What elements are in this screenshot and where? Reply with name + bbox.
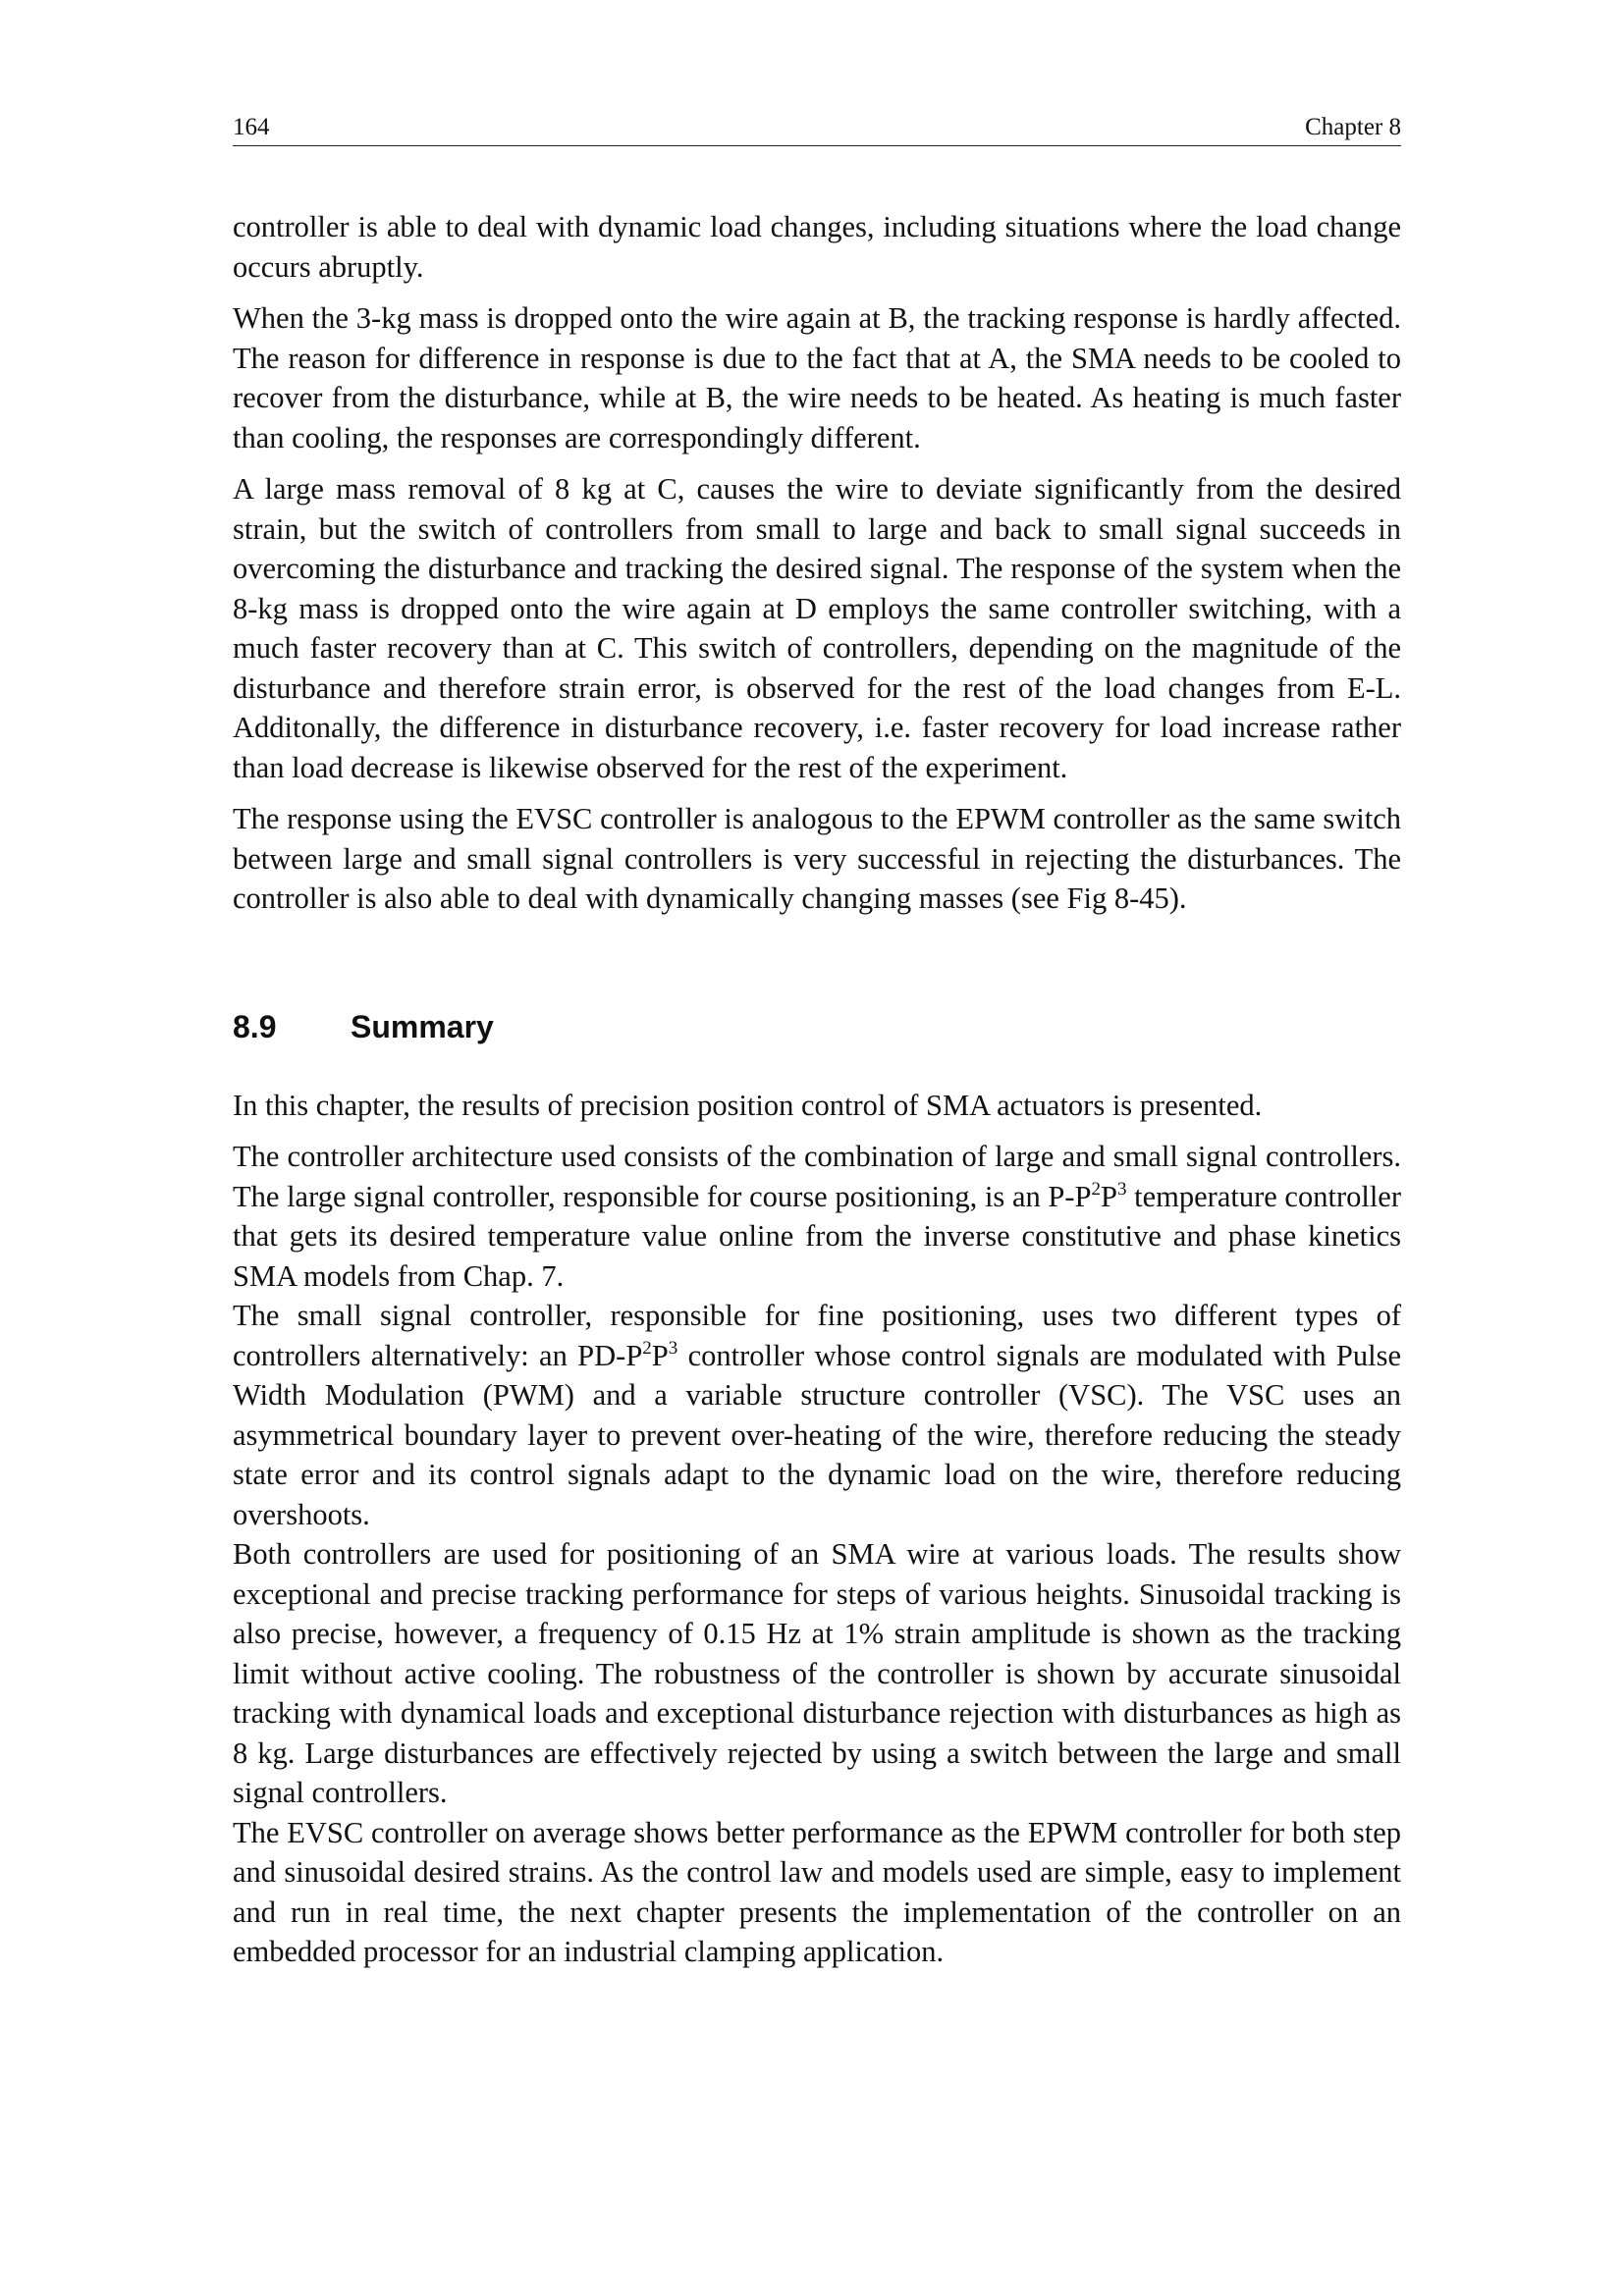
section-heading <box>233 1007 1401 1046</box>
section-title: Summary <box>351 1008 494 1044</box>
page <box>233 110 1401 1972</box>
paragraph-continuation: controller is able to deal with dynamic load changes, including situations where the load change occurs abruptly. <box>233 210 1401 284</box>
paragraph-mass-removal-c: A large mass removal of 8 kg at C, causes the wire to deviate significantly from the desired strain, but the switch of controllers from small to large and back to small signal succeeds in overcoming the disturbance and tracking the desired signal. The response of the system when the 8-kg mass is dropped onto the wire again at D employs the same controller switching, with a much faster recovery than at C. This switch of controllers, depending on the magnitude of the disturbance and therefore strain error, is observed for the rest of the load changes from E-L. Additonally, the difference in disturbance recovery, i.e. faster recovery for load increase rather than load decrease is likewise observed for the rest of the experiment. <box>233 472 1401 784</box>
superscript: 2 <box>642 1337 652 1359</box>
superscript: 2 <box>1091 1178 1101 1200</box>
chapter-label: Chapter 8 <box>1305 114 1401 140</box>
summary-small-signal-text-c: controller whose control signals are modulated with Pulse Width Modulation (PWM) and a variable structure controller (VSC). The VSC uses an asymmetrical boundary layer to prevent over-heating of the wire, therefore reducing the steady state error and its control signals adapt to the dynamic load on the wire, therefore reducing overshoots. <box>233 1338 1401 1531</box>
superscript: 3 <box>1116 1178 1127 1200</box>
summary-architecture <box>233 1137 1401 1296</box>
page-number: 164 <box>233 114 270 140</box>
summary-architecture-text-c: temperature controller that gets its desired temperature value online from the inverse constitutive and phase kinetics SMA models from Chap. 7. <box>233 1179 1401 1293</box>
paragraph-mass-drop-b: When the 3-kg mass is dropped onto the wire again at B, the tracking response is hardly affected. The reason for difference in response is due to the fact that at A, the SMA needs to be cooled to recover from the disturbance, while at B, the wire needs to be heated. As heating is much faster than cooling, the responses are correspondingly different. <box>233 301 1401 454</box>
summary-results: Both controllers are used for positioning of an SMA wire at various loads. The results show exceptional and precise tracking performance for steps of various heights. Sinusoidal tracking is also precise, however, a frequency of 0.15 Hz at 1% strain amplitude is shown as the tracking limit without active cooling. The robustness of the controller is shown by accurate sinusoidal tracking with dynamical loads and exceptional disturbance rejection with disturbances as high as 8 kg. Large disturbances are effectively rejected by using a switch between the large and small signal controllers. <box>233 1537 1401 1809</box>
summary-intro: In this chapter, the results of precision position control of SMA actuators is presented. <box>233 1088 1263 1122</box>
summary-small-signal-text-b: P <box>651 1338 669 1372</box>
running-header <box>233 110 1401 146</box>
paragraph-evsc-response: The response using the EVSC controller is analogous to the EPWM controller as the same switch between large and small signal controllers is very successful in rejecting the disturbances. The controller is also able to deal with dynamically changing masses (see Fig 8-45). <box>233 802 1401 915</box>
summary-conclusion: The EVSC controller on average shows better performance as the EPWM controller for both step and sinusoidal desired strains. As the control law and models used are simple, easy to implement and run in real time, the next chapter presents the implementation of the controller on an embedded processor for an industrial clamping application. <box>233 1815 1401 1968</box>
summary-architecture-text-a: The controller architecture used consists of the combination of large and small signal controllers. The large signal controller, responsible for course positioning, is an P-P <box>233 1140 1401 1213</box>
body-text <box>233 207 1401 919</box>
summary-small-signal <box>233 1296 1401 1534</box>
superscript: 3 <box>668 1337 678 1359</box>
summary-body <box>233 1086 1401 1972</box>
section-number: 8.9 <box>233 1008 277 1044</box>
summary-small-signal-text-a: The small signal controller, responsible for fine positioning, uses two different types of controllers alternatively: an PD-P <box>233 1299 1401 1372</box>
summary-architecture-text-b: P <box>1101 1179 1117 1213</box>
